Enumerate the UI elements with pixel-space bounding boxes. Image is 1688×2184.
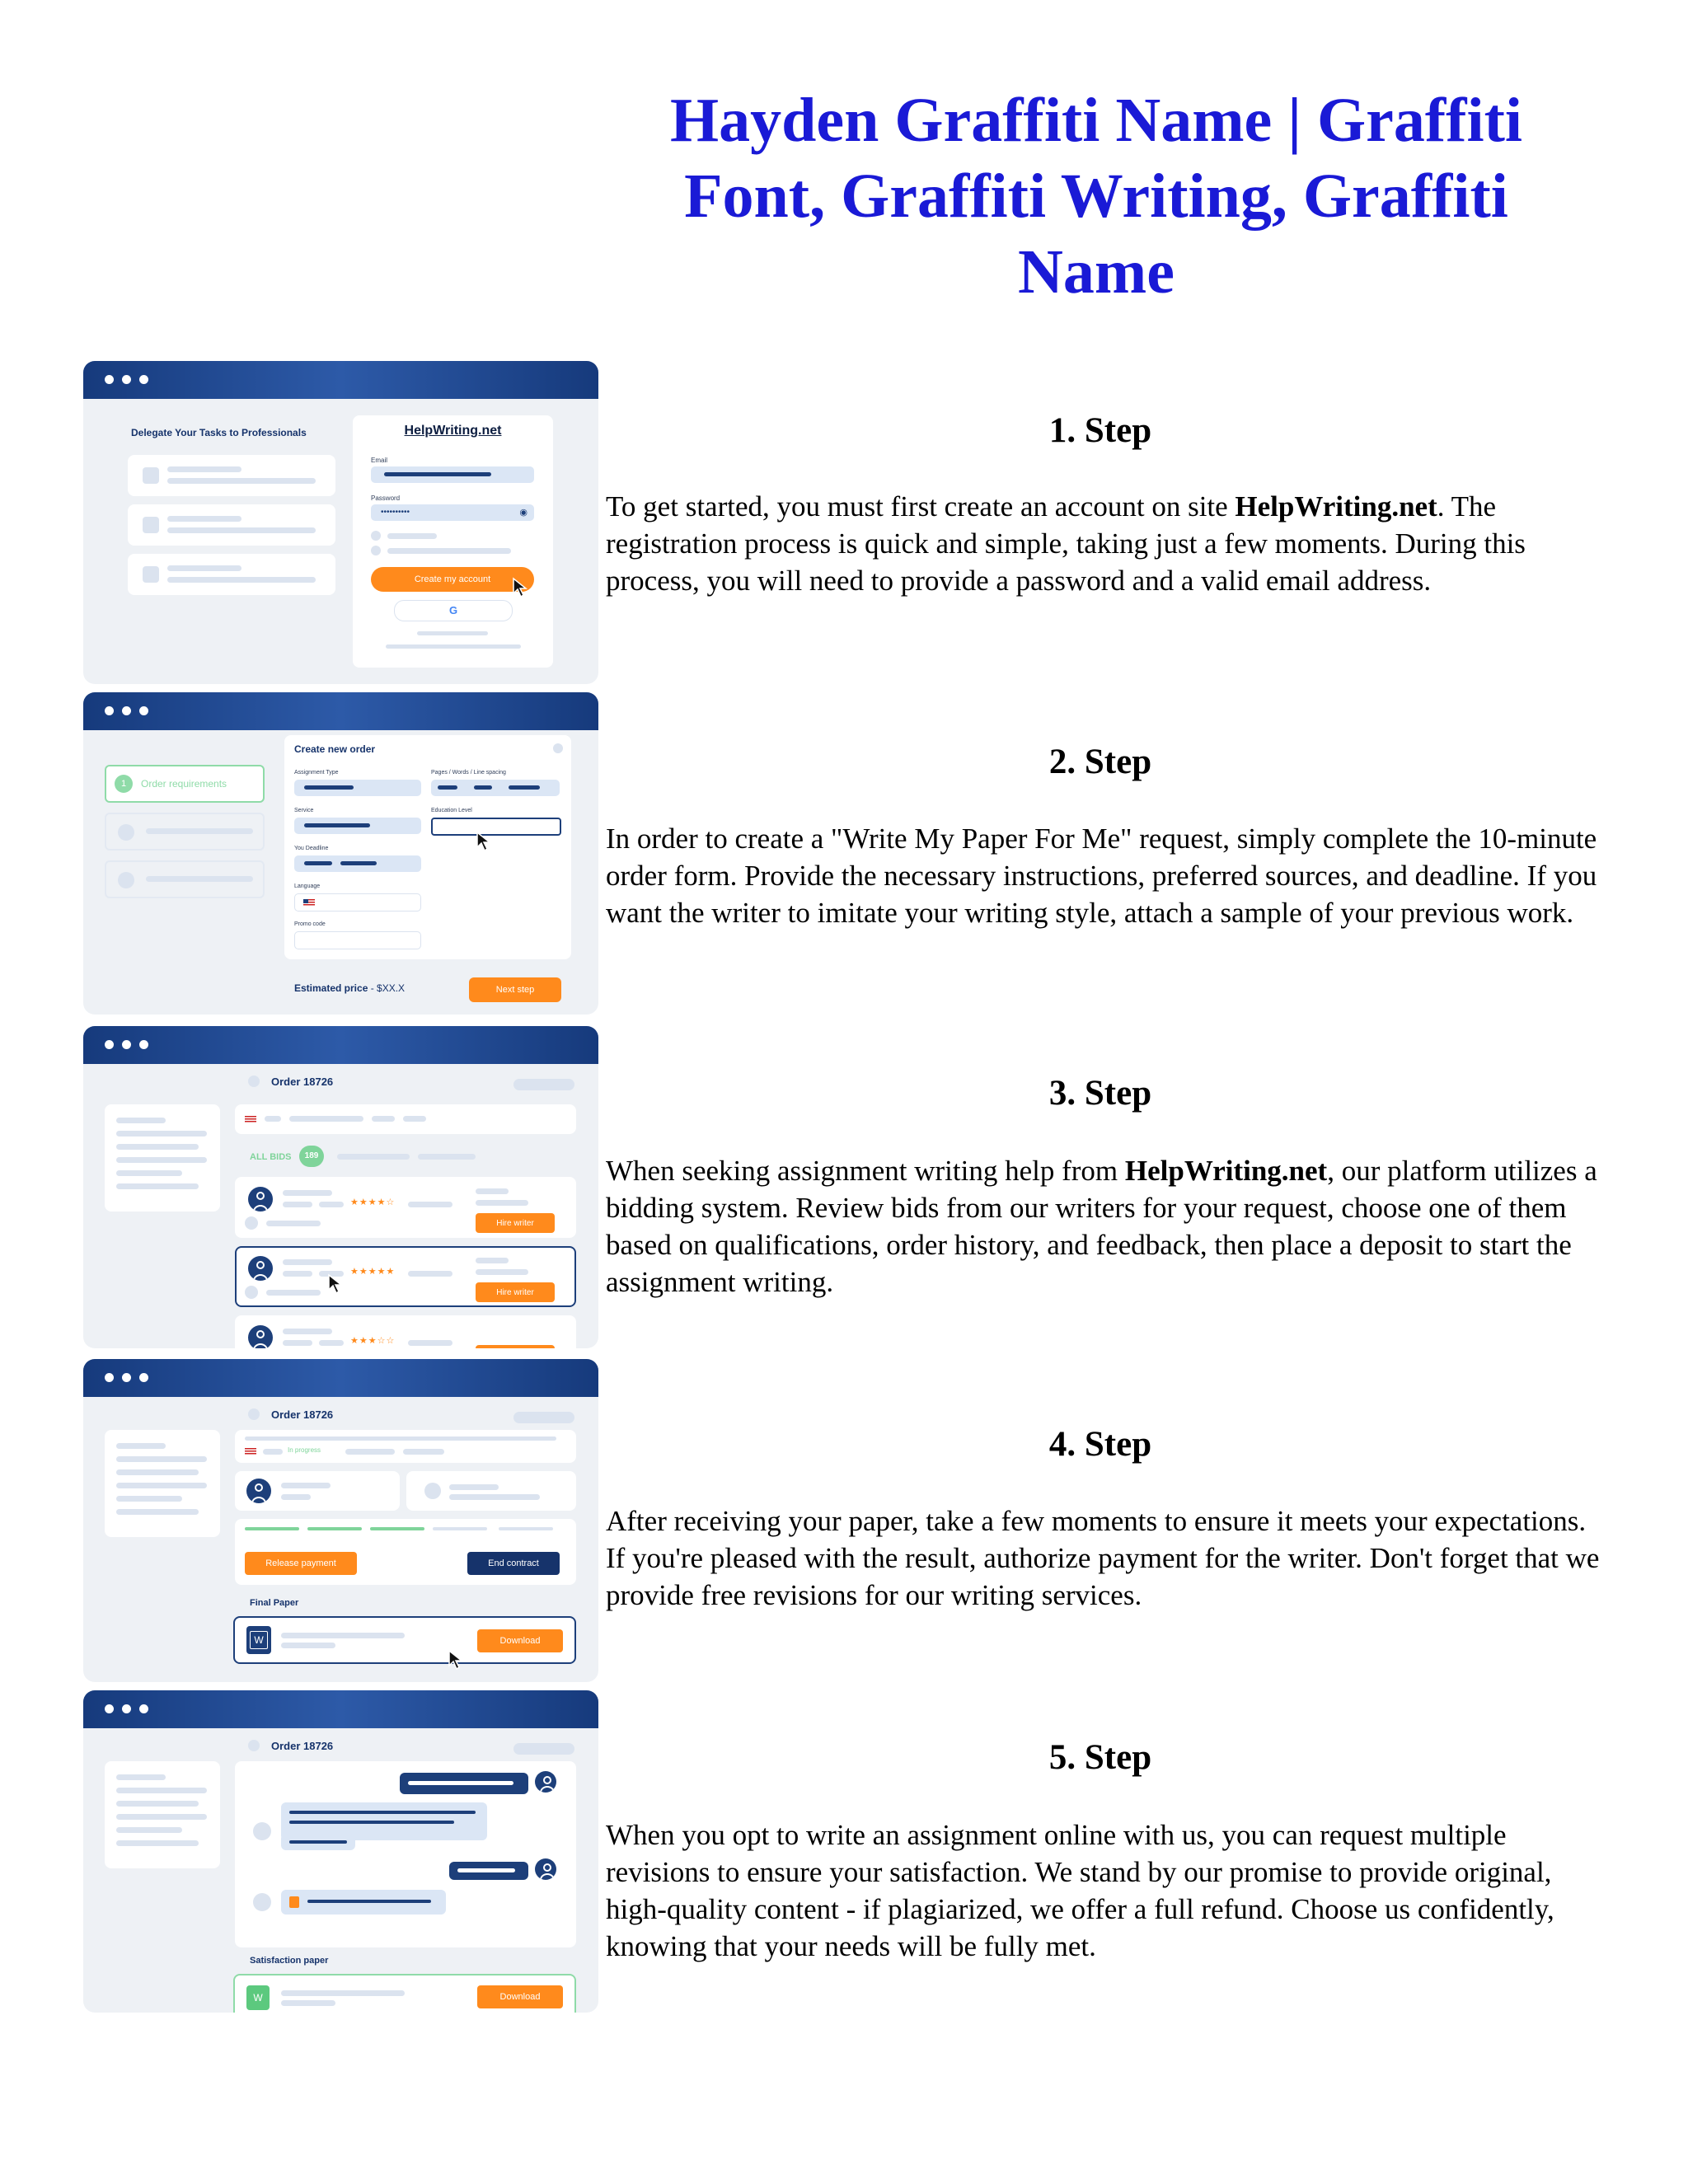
back-icon[interactable] — [248, 1740, 260, 1751]
window-bar — [83, 361, 598, 399]
step-3-text-a: When seeking assignment writing help from — [606, 1155, 1125, 1187]
password-mask: •••••••••• — [381, 508, 410, 517]
writer-avatar — [535, 1858, 556, 1880]
step-label: Order requirements — [141, 778, 227, 790]
chat-bubble-outgoing — [400, 1773, 528, 1794]
step-1-text — [606, 488, 1607, 599]
delegate-title: Delegate Your Tasks to Professionals — [131, 427, 307, 438]
step-3-text — [606, 1152, 1607, 1301]
google-icon: G — [448, 604, 458, 616]
task-card — [128, 554, 335, 595]
release-payment-button[interactable]: Release payment — [245, 1552, 357, 1575]
sidebar-card — [105, 1104, 220, 1212]
task-icon — [143, 566, 159, 583]
mini-avatar — [245, 1286, 258, 1299]
chat-bubble-file — [281, 1890, 446, 1915]
satisfaction-paper-file[interactable] — [233, 1974, 576, 2013]
deadline-label: You Deadline — [294, 846, 329, 851]
order-number: Order 18726 — [271, 1408, 334, 1421]
mockup-final-paper — [83, 1359, 598, 1682]
create-account-button[interactable]: Create my account — [371, 567, 534, 592]
bid-card-selected — [235, 1246, 576, 1307]
task-icon — [143, 467, 159, 484]
download-button[interactable]: Download — [477, 1629, 563, 1652]
education-level-select[interactable] — [431, 818, 561, 836]
order-number: Order 18726 — [271, 1740, 334, 1752]
satisfaction-paper-label: Satisfaction paper — [250, 1956, 329, 1966]
back-icon[interactable] — [248, 1408, 260, 1420]
window-dots — [105, 1373, 148, 1382]
mockup-create-account — [83, 361, 598, 684]
checkbox[interactable] — [371, 531, 381, 541]
writer-avatar — [535, 1771, 556, 1793]
password-input[interactable] — [371, 504, 534, 521]
bid-count-badge: 189 — [299, 1146, 324, 1167]
sidebar-card — [105, 1430, 220, 1537]
signup-card — [353, 415, 553, 668]
chat-bubble-outgoing — [449, 1862, 528, 1880]
step-2-text: In order to create a "Write My Paper For Me" request, simply complete the 10-minute order form. Provide the necessary instructions, preferred sources, and deadline. If you want the writer to imitate your writing style, attach a sample of your previous work. — [606, 823, 1597, 929]
window-dots — [105, 706, 148, 715]
writer-card — [235, 1471, 400, 1511]
file-icon — [289, 1896, 299, 1908]
service-label: Service — [294, 808, 314, 813]
task-card — [128, 455, 335, 496]
eye-icon[interactable]: ◉ — [519, 508, 528, 518]
writer-avatar — [248, 1187, 273, 1212]
next-step-button[interactable]: Next step — [469, 977, 561, 1002]
order-summary-card — [235, 1430, 576, 1463]
pages-label: Pages / Words / Line spacing — [431, 770, 506, 776]
service-select[interactable] — [294, 818, 421, 834]
customer-card — [406, 1471, 576, 1511]
final-paper-file[interactable] — [233, 1616, 576, 1664]
back-icon[interactable] — [248, 1076, 260, 1087]
mockup-bids — [83, 1026, 598, 1348]
step-3-text-b: , our platform utilizes a bidding system. Review bids from our writers for your request, choose one of them based on qualifications, order history, and feedback, then place a deposit to start the assignment writing. — [606, 1155, 1597, 1298]
sidebar-card — [105, 1761, 220, 1868]
mini-avatar — [245, 1216, 258, 1230]
us-flag-icon — [245, 1116, 256, 1122]
download-button[interactable]: Download — [477, 1985, 563, 2008]
step-number: 1 — [115, 775, 133, 793]
mockup-revisions — [83, 1690, 598, 2013]
step-1-text-a: To get started, you must first create an account on site — [606, 490, 1236, 523]
writer-avatar — [248, 1325, 273, 1348]
end-contract-button[interactable]: End contract — [467, 1552, 560, 1575]
window-bar — [83, 1690, 598, 1728]
step-2-heading: 2. Step — [1048, 743, 1152, 781]
us-flag-icon — [303, 899, 315, 907]
step-3-brand: HelpWriting.net — [1124, 1155, 1328, 1187]
assignment-type-select[interactable] — [294, 780, 421, 796]
order-form-card — [284, 735, 571, 959]
hire-writer-button[interactable]: Hire writer — [476, 1282, 555, 1302]
writer-avatar — [246, 1479, 271, 1503]
assignment-type-label: Assignment Type — [294, 770, 339, 776]
close-icon[interactable] — [553, 743, 563, 753]
brand-logo: HelpWriting.net — [404, 424, 502, 438]
chat-card — [235, 1761, 576, 1947]
mockup-create-order — [83, 692, 598, 1015]
step-3-placeholder — [105, 860, 265, 898]
page-title: Hayden Graffiti Name | Graffiti Font, Graffiti Writing, Graffiti Name — [669, 86, 1523, 307]
payment-card — [235, 1519, 576, 1585]
language-label: Language — [294, 883, 321, 889]
us-flag-icon — [245, 1448, 256, 1455]
order-form-heading: Create new order — [294, 743, 376, 755]
step-1-text-b: . The registration process is quick and simple, taking just a few moments. During this process, you will need to provide a password and a valid email address. — [606, 490, 1526, 597]
word-letter: W — [250, 1631, 268, 1649]
education-level-label: Education Level — [431, 808, 472, 813]
task-card — [128, 504, 335, 546]
task-icon — [143, 517, 159, 533]
window-dots — [105, 1040, 148, 1049]
order-summary-card — [235, 1104, 576, 1134]
word-file-icon — [246, 1626, 271, 1654]
chat-bubble-incoming — [281, 1834, 355, 1850]
window-bar — [83, 692, 598, 730]
step-order-requirements[interactable] — [105, 765, 265, 803]
checkbox[interactable] — [371, 546, 381, 555]
all-bids-label: ALL BIDS — [250, 1152, 292, 1162]
promo-code-label: Promo code — [294, 921, 326, 927]
hire-writer-button[interactable]: Hire writer — [476, 1213, 555, 1233]
rating-stars: ★★★★☆ — [350, 1197, 396, 1207]
window-dots — [105, 1704, 148, 1713]
customer-avatar — [253, 1893, 271, 1911]
password-label: Password — [371, 494, 401, 502]
step-4-text: After receiving your paper, take a few moments to ensure it meets your expectations. If you're pleased with the result, authorize payment for the writer. Don't forget that we provide free revisions for our writing services. — [606, 1505, 1600, 1611]
email-input[interactable] — [371, 466, 534, 483]
email-label: Email — [371, 457, 388, 464]
step-1-heading: 1. Step — [1048, 411, 1152, 450]
step-5-heading: 5. Step — [1048, 1738, 1152, 1777]
writer-avatar — [248, 1256, 273, 1281]
bid-card — [235, 1177, 576, 1238]
step-1-brand: HelpWriting.net — [1235, 490, 1437, 523]
hire-writer-button-partial[interactable] — [476, 1345, 555, 1348]
language-select[interactable] — [294, 893, 421, 912]
promo-code-input[interactable] — [294, 931, 421, 949]
bid-card — [235, 1315, 576, 1348]
step-5-text: When you opt to write an assignment online with us, you can request multiple revisions to ensure your satisfaction. We stand by our promise to provide original, high-quality content - if plagiarized, we offer a full refund. Choose us confidently, knowing that your needs will be fully met. — [606, 1819, 1554, 1962]
estimated-label: Estimated price — [294, 982, 368, 994]
deadline-input[interactable] — [294, 855, 421, 872]
final-paper-label: Final Paper — [250, 1598, 299, 1608]
step-4-heading: 4. Step — [1048, 1425, 1152, 1464]
word-file-icon: W — [246, 1985, 270, 2010]
pages-input[interactable] — [431, 780, 560, 796]
customer-avatar — [253, 1822, 271, 1840]
status-text: In progress — [288, 1446, 321, 1454]
step-3-heading: 3. Step — [1048, 1074, 1152, 1113]
google-signin-button[interactable] — [394, 600, 513, 621]
rating-stars: ★★★★★ — [350, 1267, 396, 1277]
window-dots — [105, 375, 148, 384]
window-bar — [83, 1359, 598, 1397]
price-value: - $XX.X — [368, 982, 406, 994]
estimated-price — [294, 982, 405, 994]
window-bar — [83, 1026, 598, 1064]
order-number: Order 18726 — [271, 1076, 334, 1088]
rating-stars: ★★★☆☆ — [350, 1336, 396, 1346]
step-2-placeholder — [105, 813, 265, 851]
